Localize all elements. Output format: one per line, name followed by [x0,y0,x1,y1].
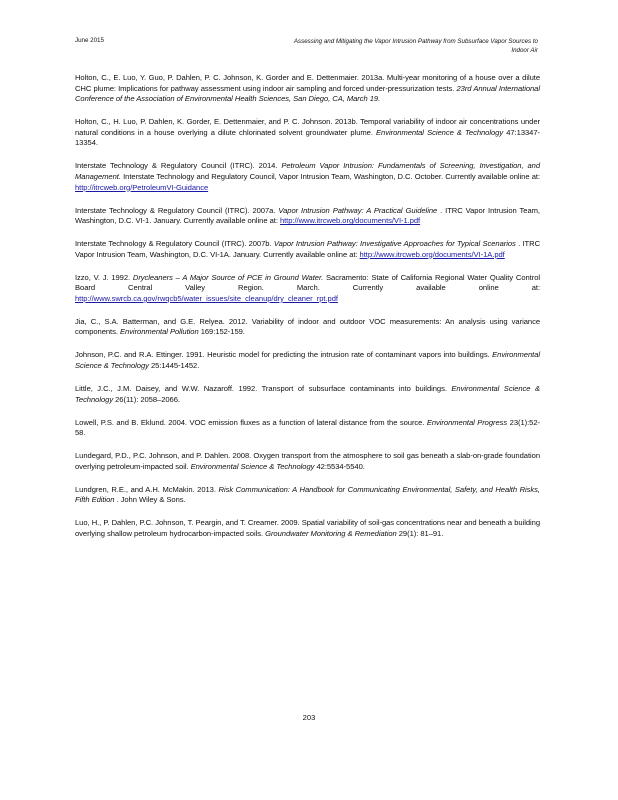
reference-details: 26(11): 2058–2066. [115,394,180,404]
reference-entry [75,239,540,260]
reference-details: 42:5534-5540. [316,461,365,471]
reference-entry [75,451,540,472]
reference-source: Environmental Science & Technology [75,384,540,404]
reference-source: Vapor Intrusion Pathway: A Practical Guideline [278,205,438,215]
reference-link[interactable]: http://www.swrcb.ca.gov/rwqcb5/water_issues/site_cleanup/dry_cleaner_rpt.pdf [75,293,338,303]
reference-text: Holton, C., E. Luo, Y. Guo, P. Dahlen, P. C. Johnson, K. Gorder and E. Dettenmaier. 2013a. Multi-year monitoring of a house over a dilute CHC plume: Implications for pathway assessment using indoor air sampling and forced under-pressurization tests. [75,73,540,93]
reference-text: Lowell, P.S. and B. Eklund. 2004. VOC emission fluxes as a function of lateral distance from the source. [75,417,425,427]
page-number: 203 [302,713,316,722]
reference-entry [75,350,540,371]
reference-text: Interstate Technology & Regulatory Council (ITRC). 2007b. [75,239,272,249]
reference-text: Lundgren, R.E., and A.H. McMakin. 2013. [75,484,216,494]
reference-details: . ITRC Vapor Intrusion Team, Washington, D.C. VI-1. January. Currently available online at: [75,205,540,226]
reference-details: 169:152-159. [200,327,245,337]
reference-source: Environmental Science & Technology [75,350,541,371]
reference-details: 25:1445-1452. [150,361,200,371]
header-title: Assessing and Mitigating the Vapor Intrusion Pathway from Subsurface Vapor Sources to Indoor Air [293,38,538,54]
reference-list [75,73,540,552]
reference-entry [75,117,540,149]
reference-details: 29(1): 81–91. [398,528,444,538]
reference-link[interactable]: http://www.itrcweb.org/documents/VI-1A.pdf [359,249,505,259]
reference-source: Environmental Science & Technology [190,461,315,471]
reference-source: Petroleum Vapor Intrusion: Fundamentals of Screening, Investigation, and Management. [75,161,541,181]
reference-link[interactable]: http://itrcweb.org/PetroleumVI-Guidance [75,182,209,192]
reference-entry [75,384,540,405]
reference-text: Interstate Technology & Regulatory Council (ITRC). 2007a. [75,205,276,215]
reference-details: 23(1):52-58. [75,417,541,438]
reference-source: 23rd Annual International Conference of the Association of Environmental Health Sciences, San Diego, CA, March 19. [75,83,540,104]
reference-source: Environmental Progress [426,417,508,427]
reference-entry [75,273,540,305]
reference-text: Little, J.C., J.M. Daisey, and W.W. Nazaroff. 1992. Transport of subsurface contaminants into buildings. [75,384,447,393]
reference-source: Groundwater Monitoring & Remediation [265,528,397,538]
reference-source: Environmental Pollution [120,327,199,337]
reference-details: 47:13347-13354. [75,127,540,148]
reference-entry [75,518,540,539]
reference-details: Interstate Technology and Regulatory Council, Vapor Intrusion Team, Washington, D.C. October. Currently available online at: [123,171,541,181]
reference-entry [75,206,540,227]
reference-text: Lundegard, P.D., P.C. Johnson, and P. Dahlen. 2008. Oxygen transport from the atmosphere to soil gas beneath a slab-on-grade foundation overlying petroleum-impacted soil. [75,451,540,471]
reference-entry [75,73,540,105]
reference-text: Holton, C., H. Luo, P. Dahlen, K. Gorder, E. Dettenmaier, and P. C. Johnson. 2013b. Temporal variability of indoor air concentrations under natural conditions in a house overlying a dilute chlorinated solvent groundwater plume. [75,117,540,137]
reference-text: Johnson, P.C. and R.A. Ettinger. 1991. Heuristic model for predicting the intrusion rate of contaminant vapors into buildings. [75,350,490,360]
reference-text: Jia, C., S.A. Batterman, and G.E. Relyea. 2012. Variability of indoor and outdoor VOC measurements: An analysis using variance components. [75,316,540,337]
reference-source: Environmental Science & Technology [376,127,504,137]
reference-entry [75,317,540,338]
reference-text: Interstate Technology & Regulatory Council (ITRC). 2014. [75,161,278,171]
reference-link[interactable]: http://www.itrcweb.org/documents/VI-1.pdf [279,216,421,226]
reference-source: Drycleaners – A Major Source of PCE in Ground Water. [132,272,324,282]
reference-entry [75,161,540,193]
reference-details: . ITRC Vapor Intrusion Team, Washington, D.C. VI-1A. January. Currently available online at: [75,239,541,259]
reference-text: Luo, H., P. Dahlen, P.C. Johnson, T. Peargin, and T. Creamer. 2009. Spatial variability of soil-gas concentrations near and beneath a building overlying shallow petroleum hydrocarbon-impacted soils. [75,518,540,538]
reference-details: . John Wiley & Sons. [116,495,186,505]
reference-text: Izzo, V. J. 1992. [75,272,131,282]
reference-details: Sacramento: State of California Regional Water Quality Control Board Central Valley Region. March. Currently available online at: [75,272,541,293]
header-date: June 2015 [75,37,104,44]
reference-entry [75,418,540,439]
reference-entry [75,485,540,506]
reference-source: Vapor Intrusion Pathway: Investigative Approaches for Typical Scenarios [273,239,516,249]
reference-source: Risk Communication: A Handbook for Communicating Environmental, Safety, and Health Risks, Fifth Edition [75,484,540,505]
